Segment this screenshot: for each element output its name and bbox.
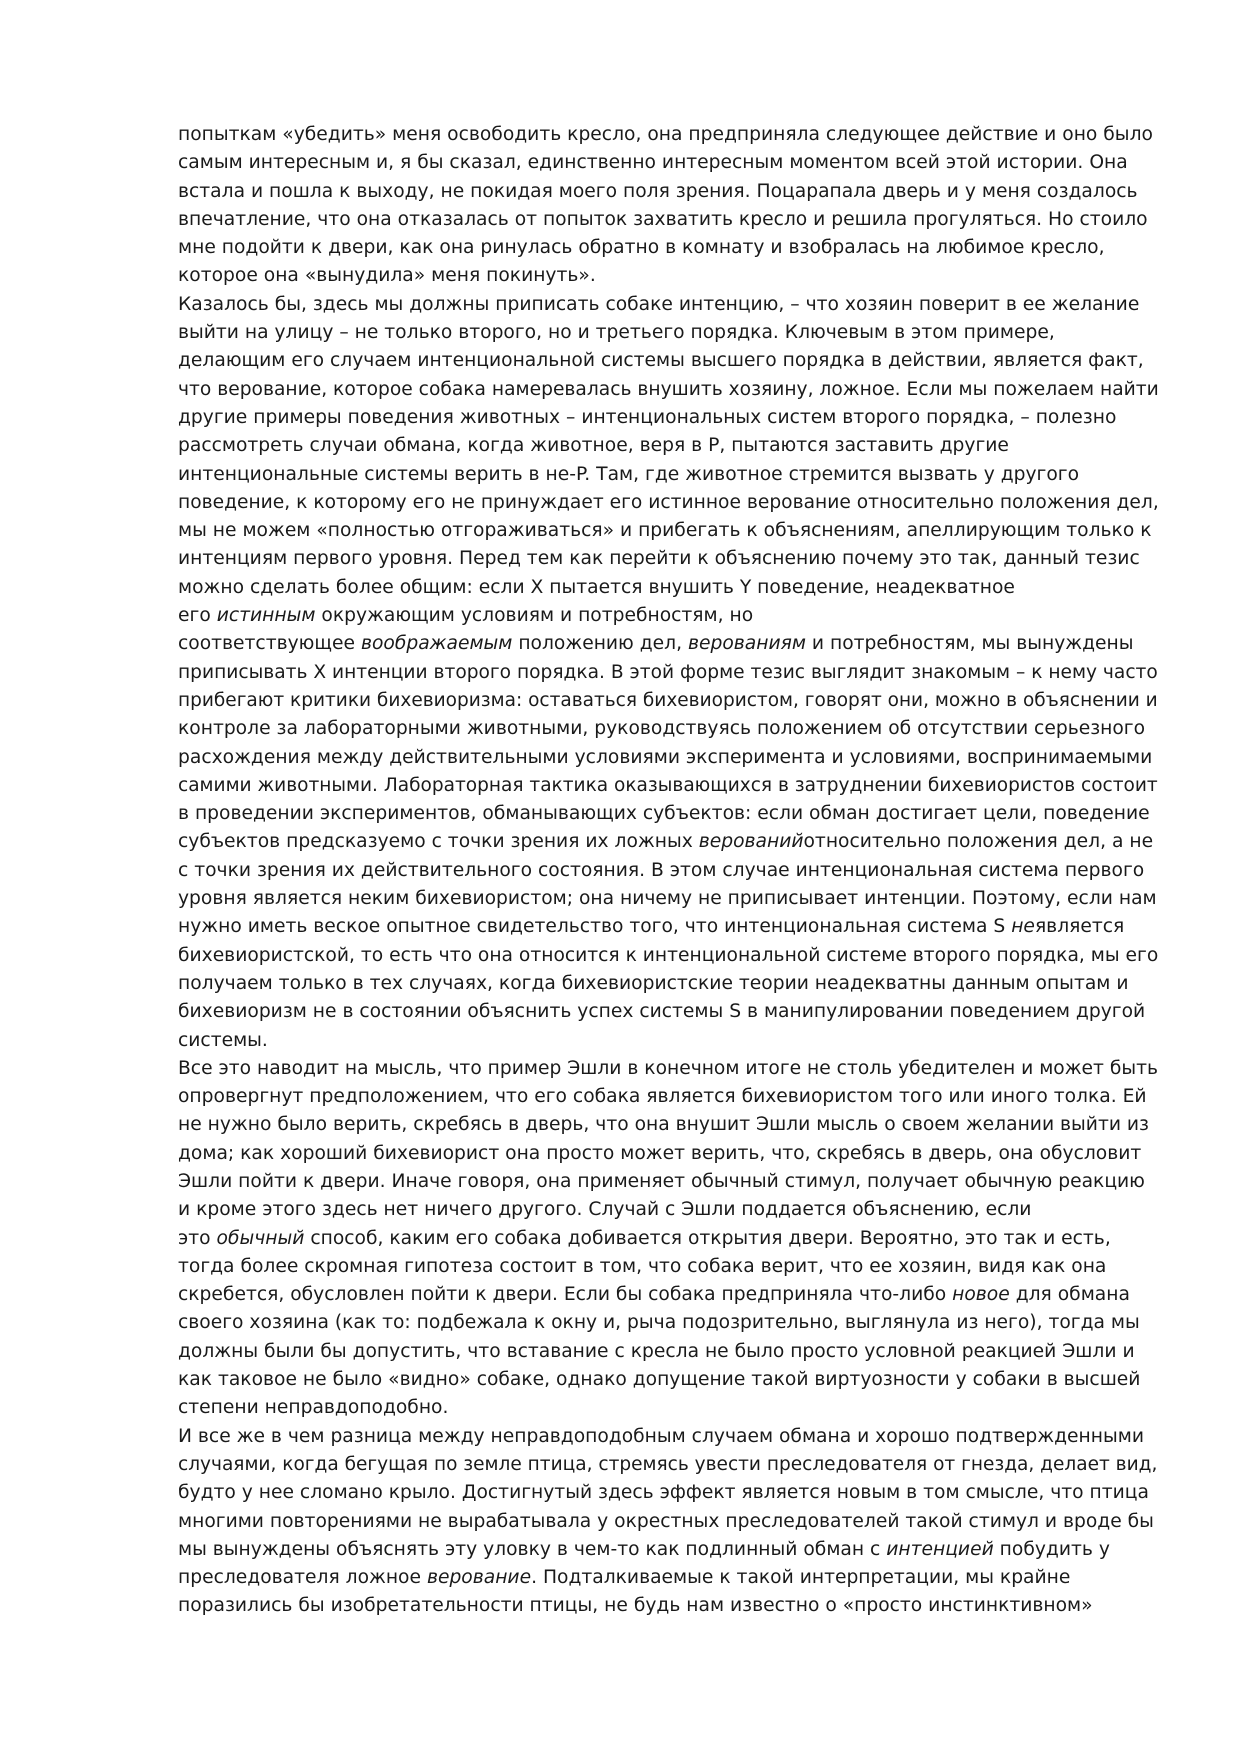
text-line [178, 206, 1158, 234]
text-segment: и кроме этого здесь нет ничего другого. Случай с Эшли поддается объяснению, если [178, 1199, 1032, 1221]
text-segment: что верование, которое собака намеревалась внушить хозяину, ложное. Если мы пожелаем найти [178, 378, 1159, 400]
text-line [178, 347, 1158, 375]
text-segment: которое она «вынудила» меня покинуть». [178, 265, 596, 287]
italic-text: верований [698, 831, 804, 853]
text-segment: попыткам «убедить» меня освободить кресло, она предприняла следующее действие и оно было [178, 124, 1153, 145]
text-segment: бихевиористской, то есть что она относится к интенциональной системе второго порядка, мы его [178, 944, 1159, 966]
text-line [178, 574, 1158, 602]
text-segment: дома; как хороший бихевиорист она просто может верить, что, скребясь в дверь, она обусловит [178, 1142, 1142, 1164]
text-line [178, 857, 1158, 885]
text-line [178, 1168, 1158, 1196]
text-segment: . Подталкиваемые к такой интерпретации, мы крайне [531, 1567, 1071, 1589]
text-line [178, 1394, 1158, 1422]
text-line [178, 291, 1158, 319]
text-line [178, 885, 1158, 913]
text-segment: Казалось бы, здесь мы должны приписать собаке интенцию, – что хозяин поверит в ее желание [178, 293, 1140, 315]
text-line [178, 319, 1158, 347]
text-segment: мы не можем «полностью отгораживаться» и прибегать к объяснениям, апеллирующим только к [178, 520, 1152, 542]
text-segment: впечатление, что она отказалась от попыток захватить кресло и решила прогуляться. Но стоило [178, 208, 1148, 230]
text-line [178, 376, 1158, 404]
text-line [178, 1479, 1158, 1507]
text-segment: является [1034, 916, 1125, 938]
text-line [178, 970, 1158, 998]
text-segment: Все это наводит на мысль, что пример Эшли в конечном итоге не столь убедителен и может быть [178, 1057, 1158, 1079]
text-line [178, 1366, 1158, 1394]
italic-text: новое [952, 1284, 1010, 1306]
text-segment: другие примеры поведения животных – интенциональных систем второго порядка, – полезно [178, 406, 1117, 428]
text-segment: случаями, когда бегущая по земле птица, стремясь увести преследователя от гнезда, делает вид, [178, 1453, 1158, 1475]
text-line [178, 942, 1158, 970]
text-segment: его [178, 605, 217, 627]
text-line [178, 1309, 1158, 1337]
text-segment: с точки зрения их действительного состояния. В этом случае интенциональная система первого [178, 859, 1145, 881]
text-segment: Эшли пойти к двери. Иначе говоря, она применяет обычный стимул, получает обычную реакцию [178, 1170, 1145, 1192]
text-segment: соответствующее [178, 633, 361, 655]
text-line [178, 1055, 1158, 1083]
text-segment: контроле за лабораторными животными, руководствуясь положением об отсутствии серьезного [178, 718, 1146, 740]
text-line [178, 913, 1158, 941]
text-line [178, 1592, 1158, 1620]
text-segment: системы. [178, 1029, 268, 1051]
text-segment: И все же в чем разница между неправдоподобным случаем обмана и хорошо подтвержденными [178, 1425, 1144, 1447]
text-segment: рассмотреть случаи обмана, когда животное, веря в P, пытаются заставить другие [178, 435, 1009, 457]
text-line [178, 1508, 1158, 1536]
text-segment: выйти на улицу – не только второго, но и третьего порядка. Ключевым в этом примере, [178, 322, 1055, 344]
text-line [178, 432, 1158, 460]
italic-text: обычный [216, 1227, 305, 1249]
text-segment: многими повторениями не вырабатывала у окрестных преследователей такой стимул и вроде бы [178, 1510, 1154, 1532]
italic-text: интенцией [886, 1538, 994, 1560]
text-line [178, 1225, 1158, 1253]
text-segment: тогда более скромная гипотеза состоит в том, что собака верит, что ее хозяин, видя как она [178, 1255, 1107, 1277]
text-line [178, 744, 1158, 772]
text-segment: своего хозяина (как то: подбежала к окну и, рыча подозрительно, выглянула из него), тогда мы [178, 1312, 1140, 1334]
text-segment: делающим его случаем интенциональной системы высшего порядка в действии, является факт, [178, 350, 1144, 372]
text-line [178, 1338, 1158, 1366]
text-segment: скребется, обусловлен пойти к двери. Если бы собака предприняла что-либо [178, 1284, 953, 1306]
italic-text: верованиям [687, 633, 806, 655]
text-segment: в проведении экспериментов, обманывающих субъектов: если обман достигает цели, поведение [178, 803, 1150, 825]
text-segment: мне подойти к двери, как она ринулась обратно в комнату и взобралась на любимое кресло, [178, 237, 1105, 259]
text-line [178, 800, 1158, 828]
text-segment: и потребностям, мы вынуждены [805, 633, 1134, 655]
text-segment: субъектов предсказуемо с точки зрения их ложных [178, 831, 699, 853]
text-line [178, 687, 1158, 715]
text-line [178, 1196, 1158, 1224]
text-segment: можно сделать более общим: если X пытается внушить Y поведение, неадекватное [178, 576, 1015, 598]
text-line [178, 1536, 1158, 1564]
text-segment: способ, каким его собака добивается открытия двери. Вероятно, это так и есть, [304, 1227, 1111, 1249]
text-line [178, 1253, 1158, 1281]
text-segment: встала и пошла к выходу, не покидая моего поля зрения. Поцарапала дверь и у меня создалось [178, 180, 1138, 202]
text-line [178, 404, 1158, 432]
text-segment: интенциям первого уровня. Перед тем как перейти к объяснению почему это так, данный тезис [178, 548, 1140, 570]
text-line [178, 1423, 1158, 1451]
italic-text: воображаемым [360, 633, 513, 655]
text-segment: приписывать X интенции второго порядка. В этой форме тезис выглядит знакомым – к нему часто [178, 661, 1158, 683]
text-line [178, 489, 1158, 517]
text-segment: нужно иметь веское опытное свидетельство того, что интенциональная система S [178, 916, 1012, 938]
text-line [178, 545, 1158, 573]
text-segment: интенциональные системы верить в не-P. Там, где животное стремится вызвать у другого [178, 463, 1080, 485]
text-segment: окружающим условиям и потребностям, но [315, 605, 754, 627]
text-line [178, 1140, 1158, 1168]
text-segment: опровергнут предположением, что его собака является бихевиористом того или иного толка. Ей [178, 1086, 1147, 1108]
text-line [178, 149, 1158, 177]
text-segment: мы вынуждены объяснять эту уловку в чем-то как подлинный обман с [178, 1538, 887, 1560]
text-line [178, 659, 1158, 687]
text-segment: это [178, 1227, 217, 1249]
text-segment: бихевиоризм не в состоянии объяснить успех системы S в манипулировании поведением другой [178, 1001, 1146, 1023]
text-segment: поведение, к которому его не принуждает его истинное верование относительно положения дел, [178, 491, 1159, 513]
text-line [178, 1281, 1158, 1309]
text-line [178, 772, 1158, 800]
text-segment: положению дел, [512, 633, 688, 655]
text-line [178, 828, 1158, 856]
text-segment: уровня является неким бихевиористом; она ничему не приписывает интенции. Поэтому, если нам [178, 888, 1157, 910]
text-line [178, 178, 1158, 206]
text-line [178, 234, 1158, 262]
italic-text: верование [426, 1567, 532, 1589]
italic-text: не [1011, 916, 1035, 938]
text-line [178, 262, 1158, 290]
text-line [178, 121, 1158, 149]
text-segment: преследователя ложное [178, 1567, 427, 1589]
text-segment: не нужно было верить, скребясь в дверь, что она внушит Эшли мысль о своем желании выйти из [178, 1114, 1149, 1136]
text-line [178, 602, 1158, 630]
text-line [178, 1083, 1158, 1111]
text-segment: прибегают критики бихевиоризма: оставаться бихевиористом, говорят они, можно в объяснении и [178, 689, 1158, 711]
text-segment: относительно положения дел, а не [803, 831, 1154, 853]
text-line [178, 1111, 1158, 1139]
text-line [178, 1027, 1158, 1055]
text-line [178, 998, 1158, 1026]
text-line [178, 715, 1158, 743]
text-line [178, 517, 1158, 545]
text-line [178, 630, 1158, 658]
text-line [178, 1564, 1158, 1592]
text-segment: для обмана [1009, 1284, 1130, 1306]
italic-text: истинным [216, 605, 316, 627]
text-segment: самым интересным и, я бы сказал, единственно интересным моментом всей этой истории. Она [178, 152, 1128, 174]
text-line [178, 1451, 1158, 1479]
text-segment: побудить у [993, 1538, 1110, 1560]
text-segment: будто у нее сломано крыло. Достигнутый здесь эффект является новым в том смысле, что птица [178, 1482, 1149, 1504]
text-segment: поразились бы изобретательности птицы, не будь нам известно о «просто инстинктивном» [178, 1595, 1093, 1617]
text-segment: расхождения между действительными условиями эксперимента и условиями, воспринимаемыми [178, 746, 1153, 768]
document-page [178, 121, 1158, 1621]
text-segment: степени неправдоподобно. [178, 1397, 449, 1419]
text-segment: должны были бы допустить, что вставание с кресла не было просто условной реакцией Эшли и [178, 1340, 1135, 1362]
text-segment: как таковое не было «видно» собаке, однако допущение такой виртуозности у собаки в высшей [178, 1369, 1141, 1391]
text-line [178, 461, 1158, 489]
text-segment: самими животными. Лабораторная тактика оказывающихся в затруднении бихевиористов состоит [178, 774, 1158, 796]
text-segment: получаем только в тех случаях, когда бихевиористские теории неадекватны данным опытам и [178, 972, 1129, 994]
